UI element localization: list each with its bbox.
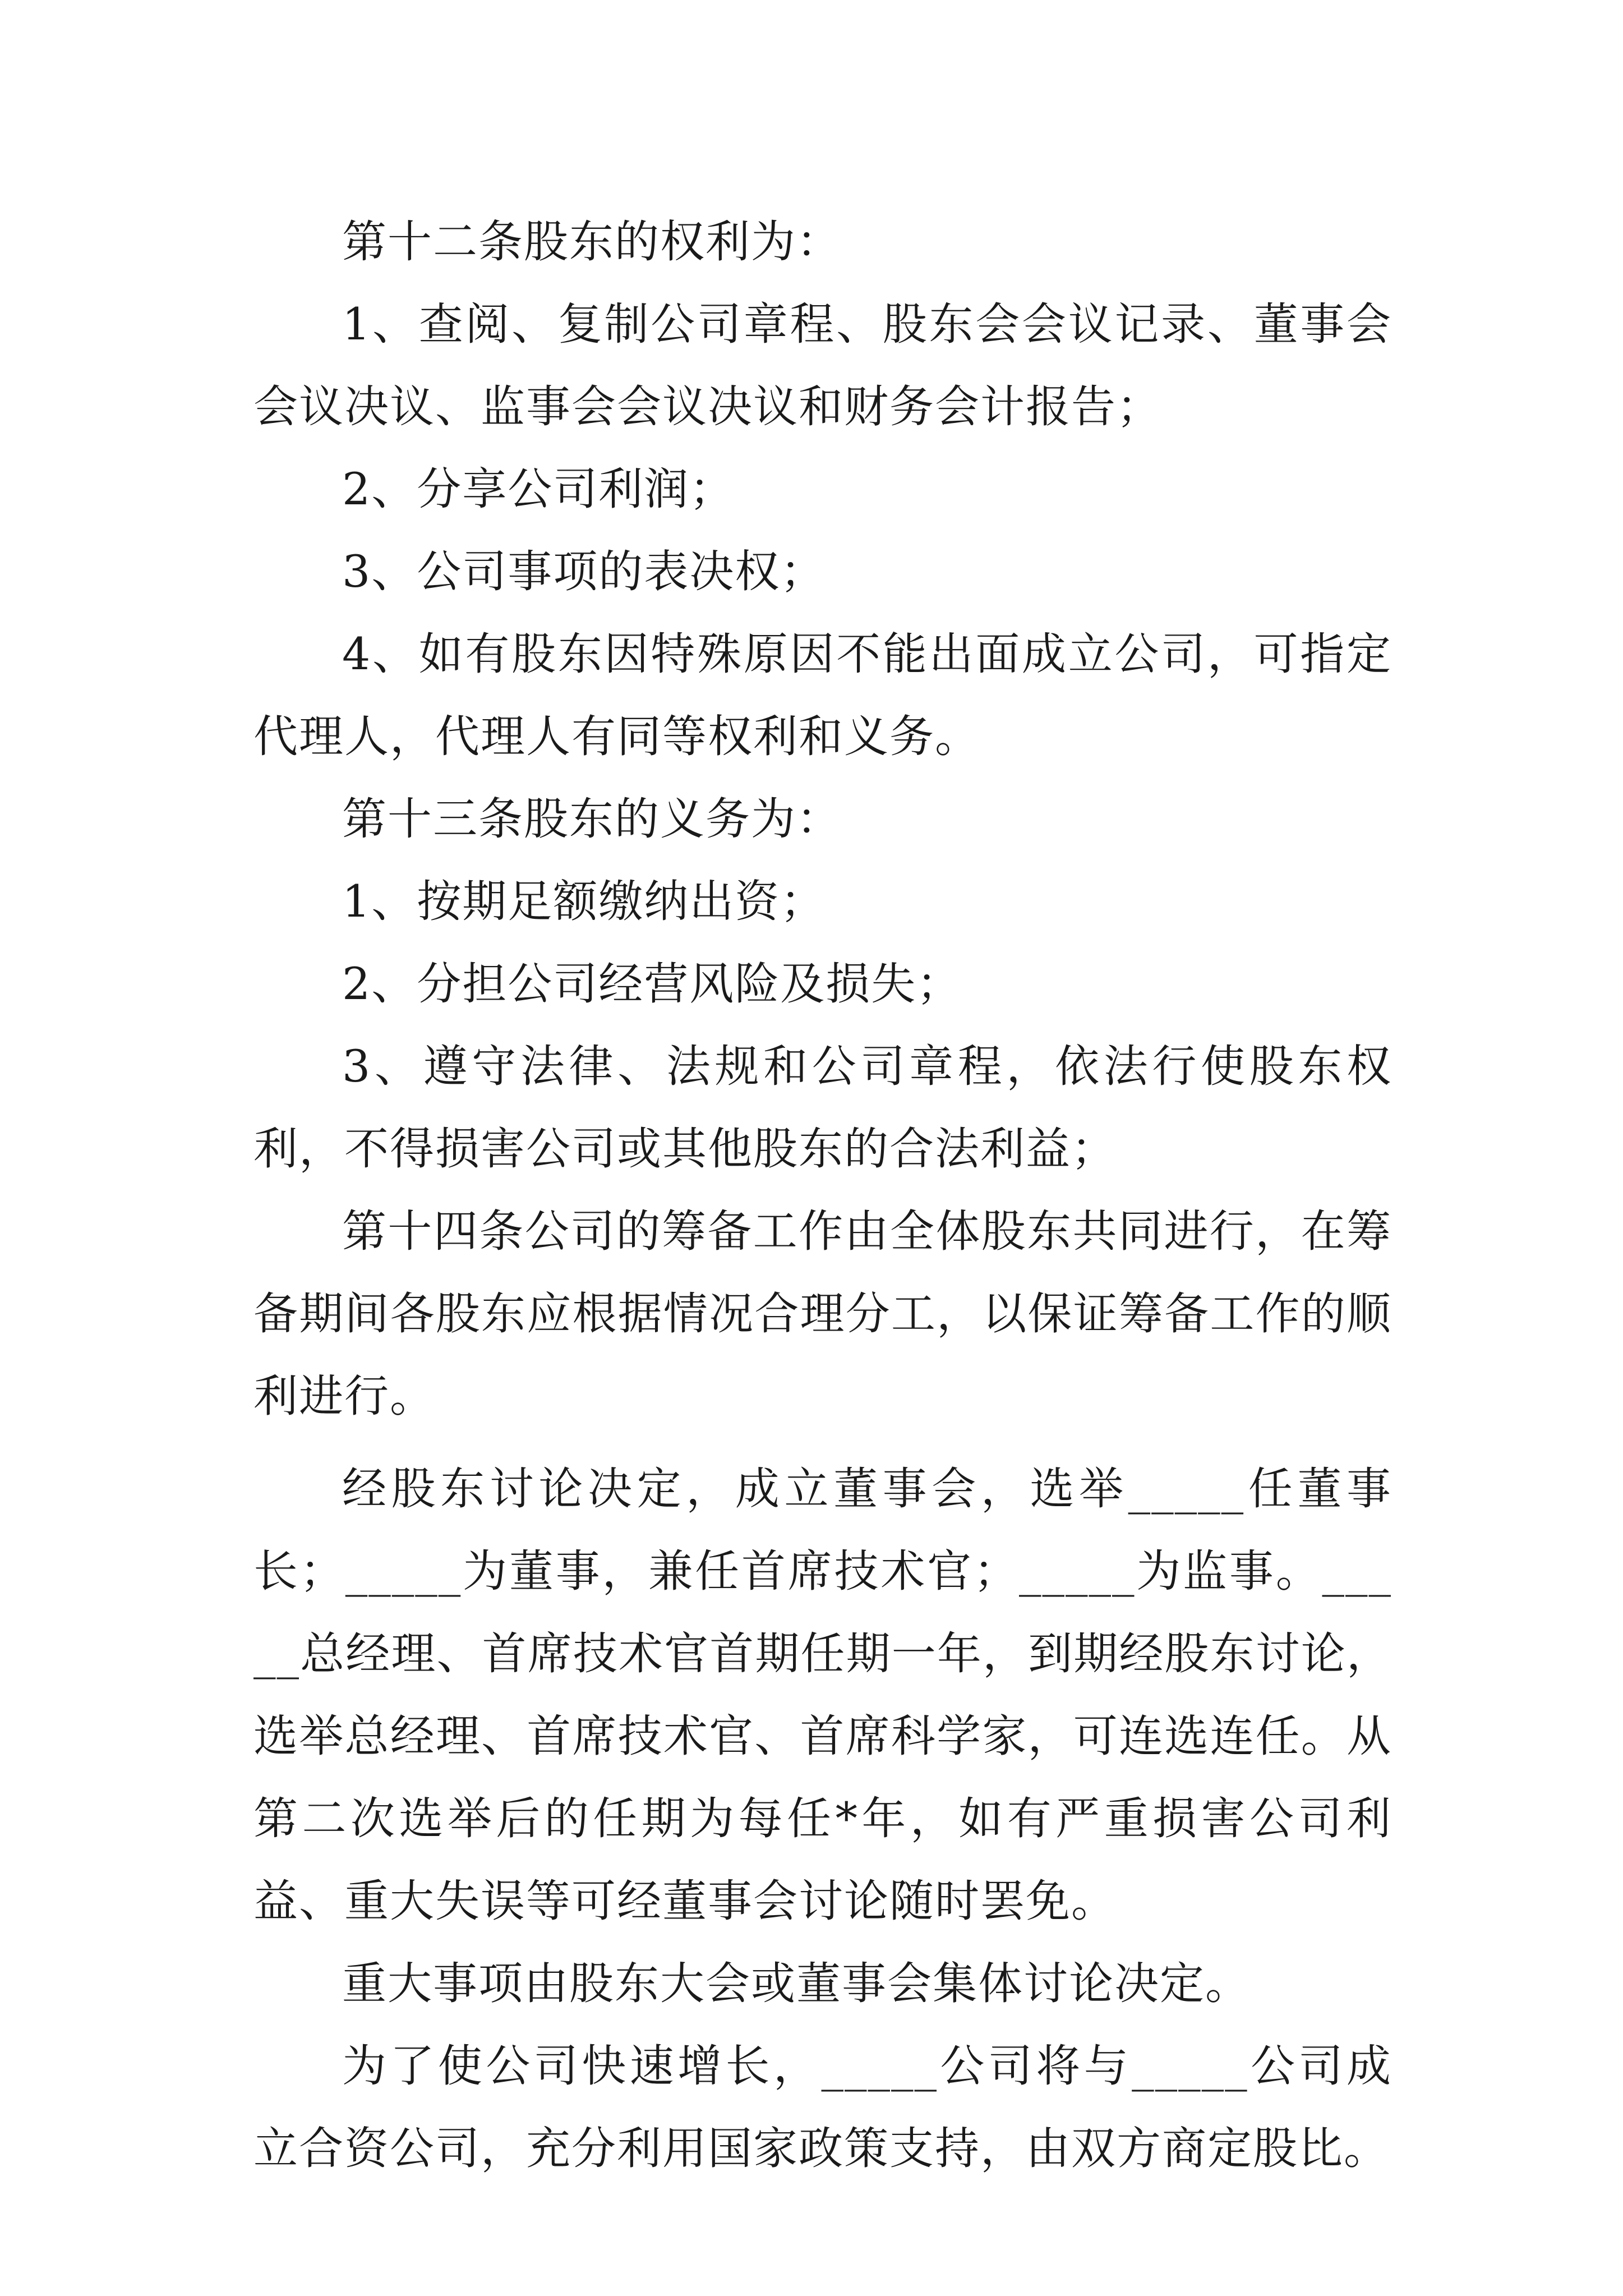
paragraph-right-3: 3、公司事项的表决权；: [342, 546, 826, 597]
paragraph-article-12-title: 第十二条股东的权利为：: [342, 216, 842, 268]
paragraph-right-1: 1、查阅、复制公司章程、股东会会议记录、董事会会议决议、监事会会议决议和财务会计报告；: [253, 298, 1392, 432]
paragraph-major-matters: 重大事项由股东大会或董事会集体讨论决定。: [342, 1958, 1251, 2009]
paragraph-board-election: 经股东讨论决定，成立董事会，选举_____任董事长；_____为董事，兼任首席技术官；_____为监事。_____总经理、首席技术官首期任期一年，到期经股东讨论，选举总经理、首席技术官、首席科学家，可连选连任。从第二次选举后的任期为每任*年，如有严重损害公司利益、重大失误等可经董事会讨论随时罢免。: [253, 1463, 1392, 1927]
paragraph-duty-1: 1、按期足额缴纳出资；: [342, 876, 826, 927]
paragraph-right-4: 4、如有股东因特殊原因不能出面成立公司，可指定代理人，代理人有同等权利和义务。: [253, 628, 1392, 762]
paragraph-duty-2: 2、分担公司经营风险及损失；: [342, 958, 962, 1010]
paragraph-article-13-title: 第十三条股东的义务为：: [342, 793, 842, 845]
paragraph-duty-3: 3、遵守法律、法规和公司章程，依法行使股东权利，不得损害公司或其他股东的合法利益；: [253, 1041, 1392, 1175]
document-body: [253, 201, 1392, 2190]
paragraph-article-14: 第十四条公司的筹备工作由全体股东共同进行，在筹备期间各股东应根据情况合理分工，以保证筹备工作的顺利进行。: [253, 1205, 1392, 1422]
paragraph-joint-venture: 为了使公司快速增长，_____公司将与_____公司成立合资公司，充分利用国家政策支持，由双方商定股比。: [253, 2040, 1393, 2174]
paragraph-right-2: 2、分享公司利润；: [342, 463, 735, 515]
